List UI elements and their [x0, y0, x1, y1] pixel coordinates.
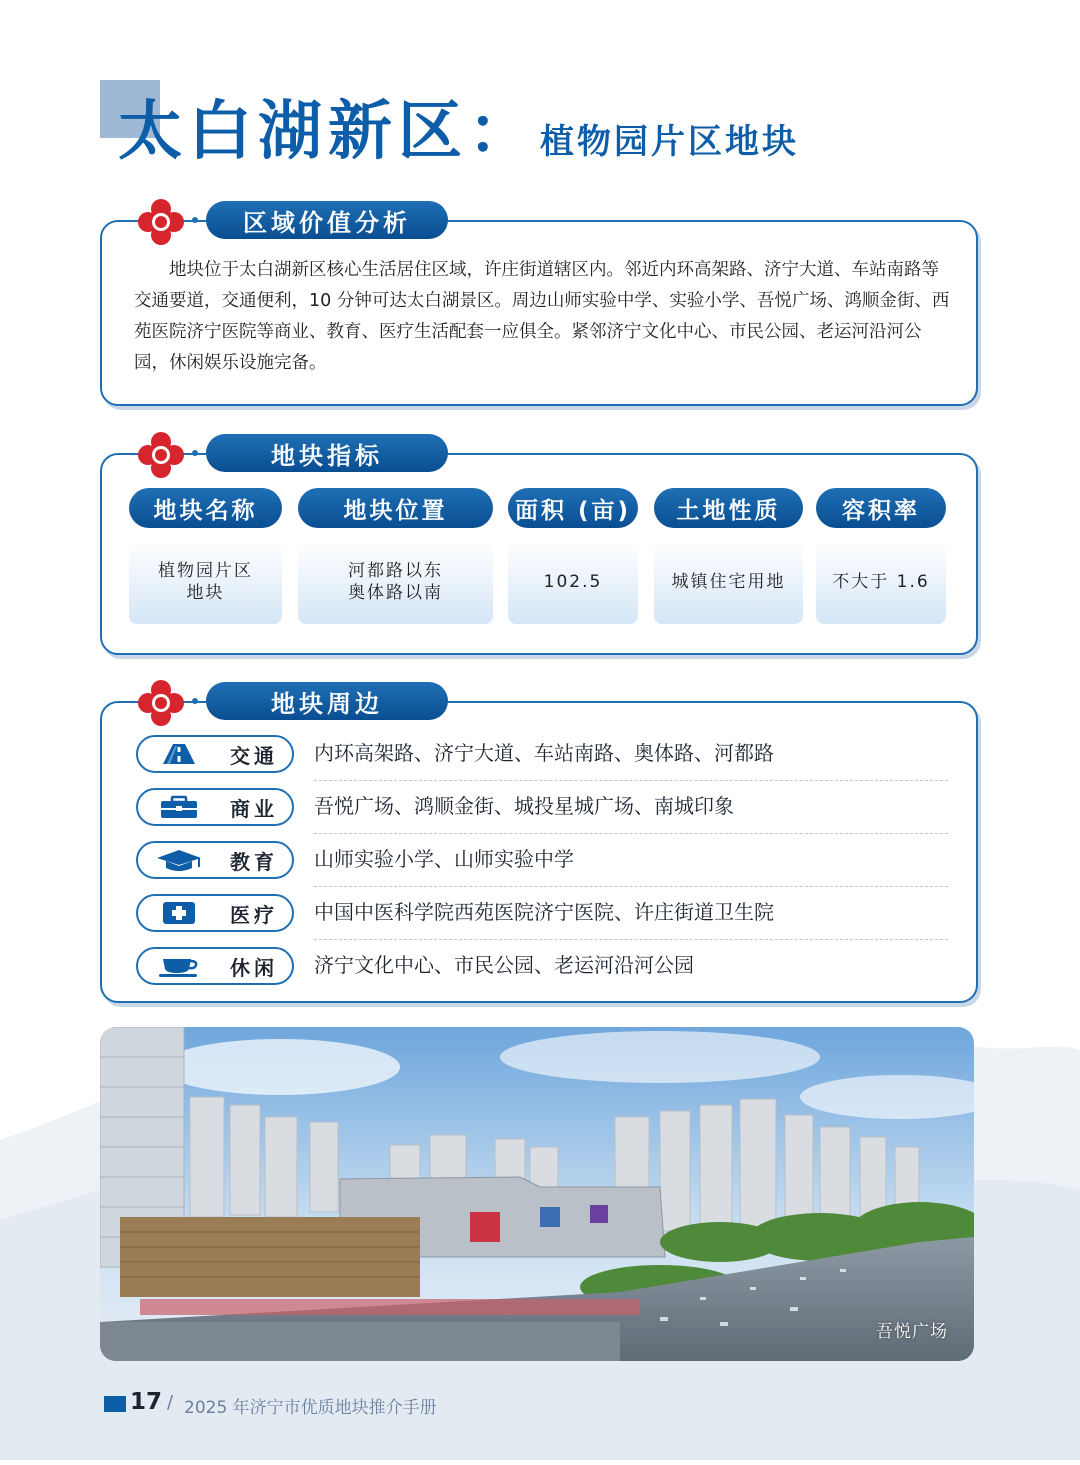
section-heading: 地块指标: [206, 434, 448, 472]
category-label: 医疗: [230, 902, 278, 927]
briefcase-icon: [140, 792, 218, 822]
section-line: [466, 701, 956, 703]
category-pill: [136, 735, 294, 773]
teacup-icon: [140, 951, 218, 981]
section-heading: 地块周边: [206, 682, 448, 720]
column-header-area: 面积 (亩): [508, 488, 638, 528]
footer-book-title: 2025 年济宁市优质地块推介手册: [184, 1398, 437, 1418]
category-label: 休闲: [230, 955, 278, 980]
section-line: [466, 220, 956, 222]
medical-cross-icon: [140, 898, 218, 928]
value-location: 河都路以东 奥体路以南: [298, 540, 493, 624]
divider: [314, 780, 948, 781]
list-item-medical: [136, 894, 948, 938]
category-pill: [136, 894, 294, 932]
value-name: 植物园片区 地块: [129, 540, 282, 624]
city-photo: [100, 1027, 974, 1361]
category-text: 吾悦广场、鸿顺金街、城投星城广场、南城印象: [314, 794, 734, 818]
list-item-education: [136, 841, 948, 885]
page-subtitle: 植物园片区地块: [540, 122, 799, 162]
region-description: [134, 255, 954, 379]
list-item-leisure: [136, 947, 948, 991]
flower-emblem-icon: [137, 431, 185, 479]
category-text: 济宁文化中心、市民公园、老运河沿河公园: [314, 953, 694, 977]
road-icon: [140, 739, 218, 769]
bullet-dot: [192, 698, 198, 704]
flower-emblem-icon: [137, 679, 185, 727]
section-line: [466, 453, 956, 455]
photo-caption: 吾悦广场: [876, 1322, 948, 1342]
footer-separator: /: [167, 1392, 174, 1413]
divider: [314, 833, 948, 834]
section-heading: 区域价值分析: [206, 201, 448, 239]
category-label: 商业: [230, 796, 278, 821]
list-item-commerce: [136, 788, 948, 832]
value-area: 102.5: [508, 540, 638, 624]
region-paragraph: 地块位于太白湖新区核心生活居住区域，许庄街道辖区内。邻近内环高架路、济宁大道、车站南路等交通要道，交通便利，10 分钟可达太白湖景区。周边山师实验中学、实验小学、吾悦广场、鸿顺金街、西苑医院济宁医院等商业、教育、医疗生活配套一应俱全。紧邻济宁文化中心、市民公园、老运河沿河公园，休闲娱乐设施完备。: [134, 260, 950, 373]
divider: [314, 939, 948, 940]
category-pill: [136, 788, 294, 826]
category-label: 教育: [230, 849, 278, 874]
category-text: 山师实验小学、山师实验中学: [314, 847, 574, 871]
column-header-land-use: 土地性质: [654, 488, 803, 528]
category-text: 中国中医科学院西苑医院济宁医院、许庄街道卫生院: [314, 900, 774, 924]
graduation-cap-icon: [140, 845, 218, 875]
category-pill: [136, 947, 294, 985]
column-header-location: 地块位置: [298, 488, 493, 528]
category-label: 交通: [230, 743, 278, 768]
column-header-plot-ratio: 容积率: [816, 488, 946, 528]
category-pill: [136, 841, 294, 879]
bullet-dot: [192, 450, 198, 456]
value-land-use: 城镇住宅用地: [654, 540, 803, 624]
page-title: 太白湖新区：: [118, 94, 538, 169]
flower-emblem-icon: [137, 198, 185, 246]
footer-accent-bar: [104, 1396, 126, 1412]
category-text: 内环高架路、济宁大道、车站南路、奥体路、河都路: [314, 741, 774, 765]
bullet-dot: [192, 217, 198, 223]
value-plot-ratio: 不大于 1.6: [816, 540, 946, 624]
city-skyline-image: [100, 1027, 974, 1361]
column-header-name: 地块名称: [129, 488, 282, 528]
page-number: 17: [130, 1389, 163, 1415]
divider: [314, 886, 948, 887]
list-item-traffic: [136, 735, 948, 779]
